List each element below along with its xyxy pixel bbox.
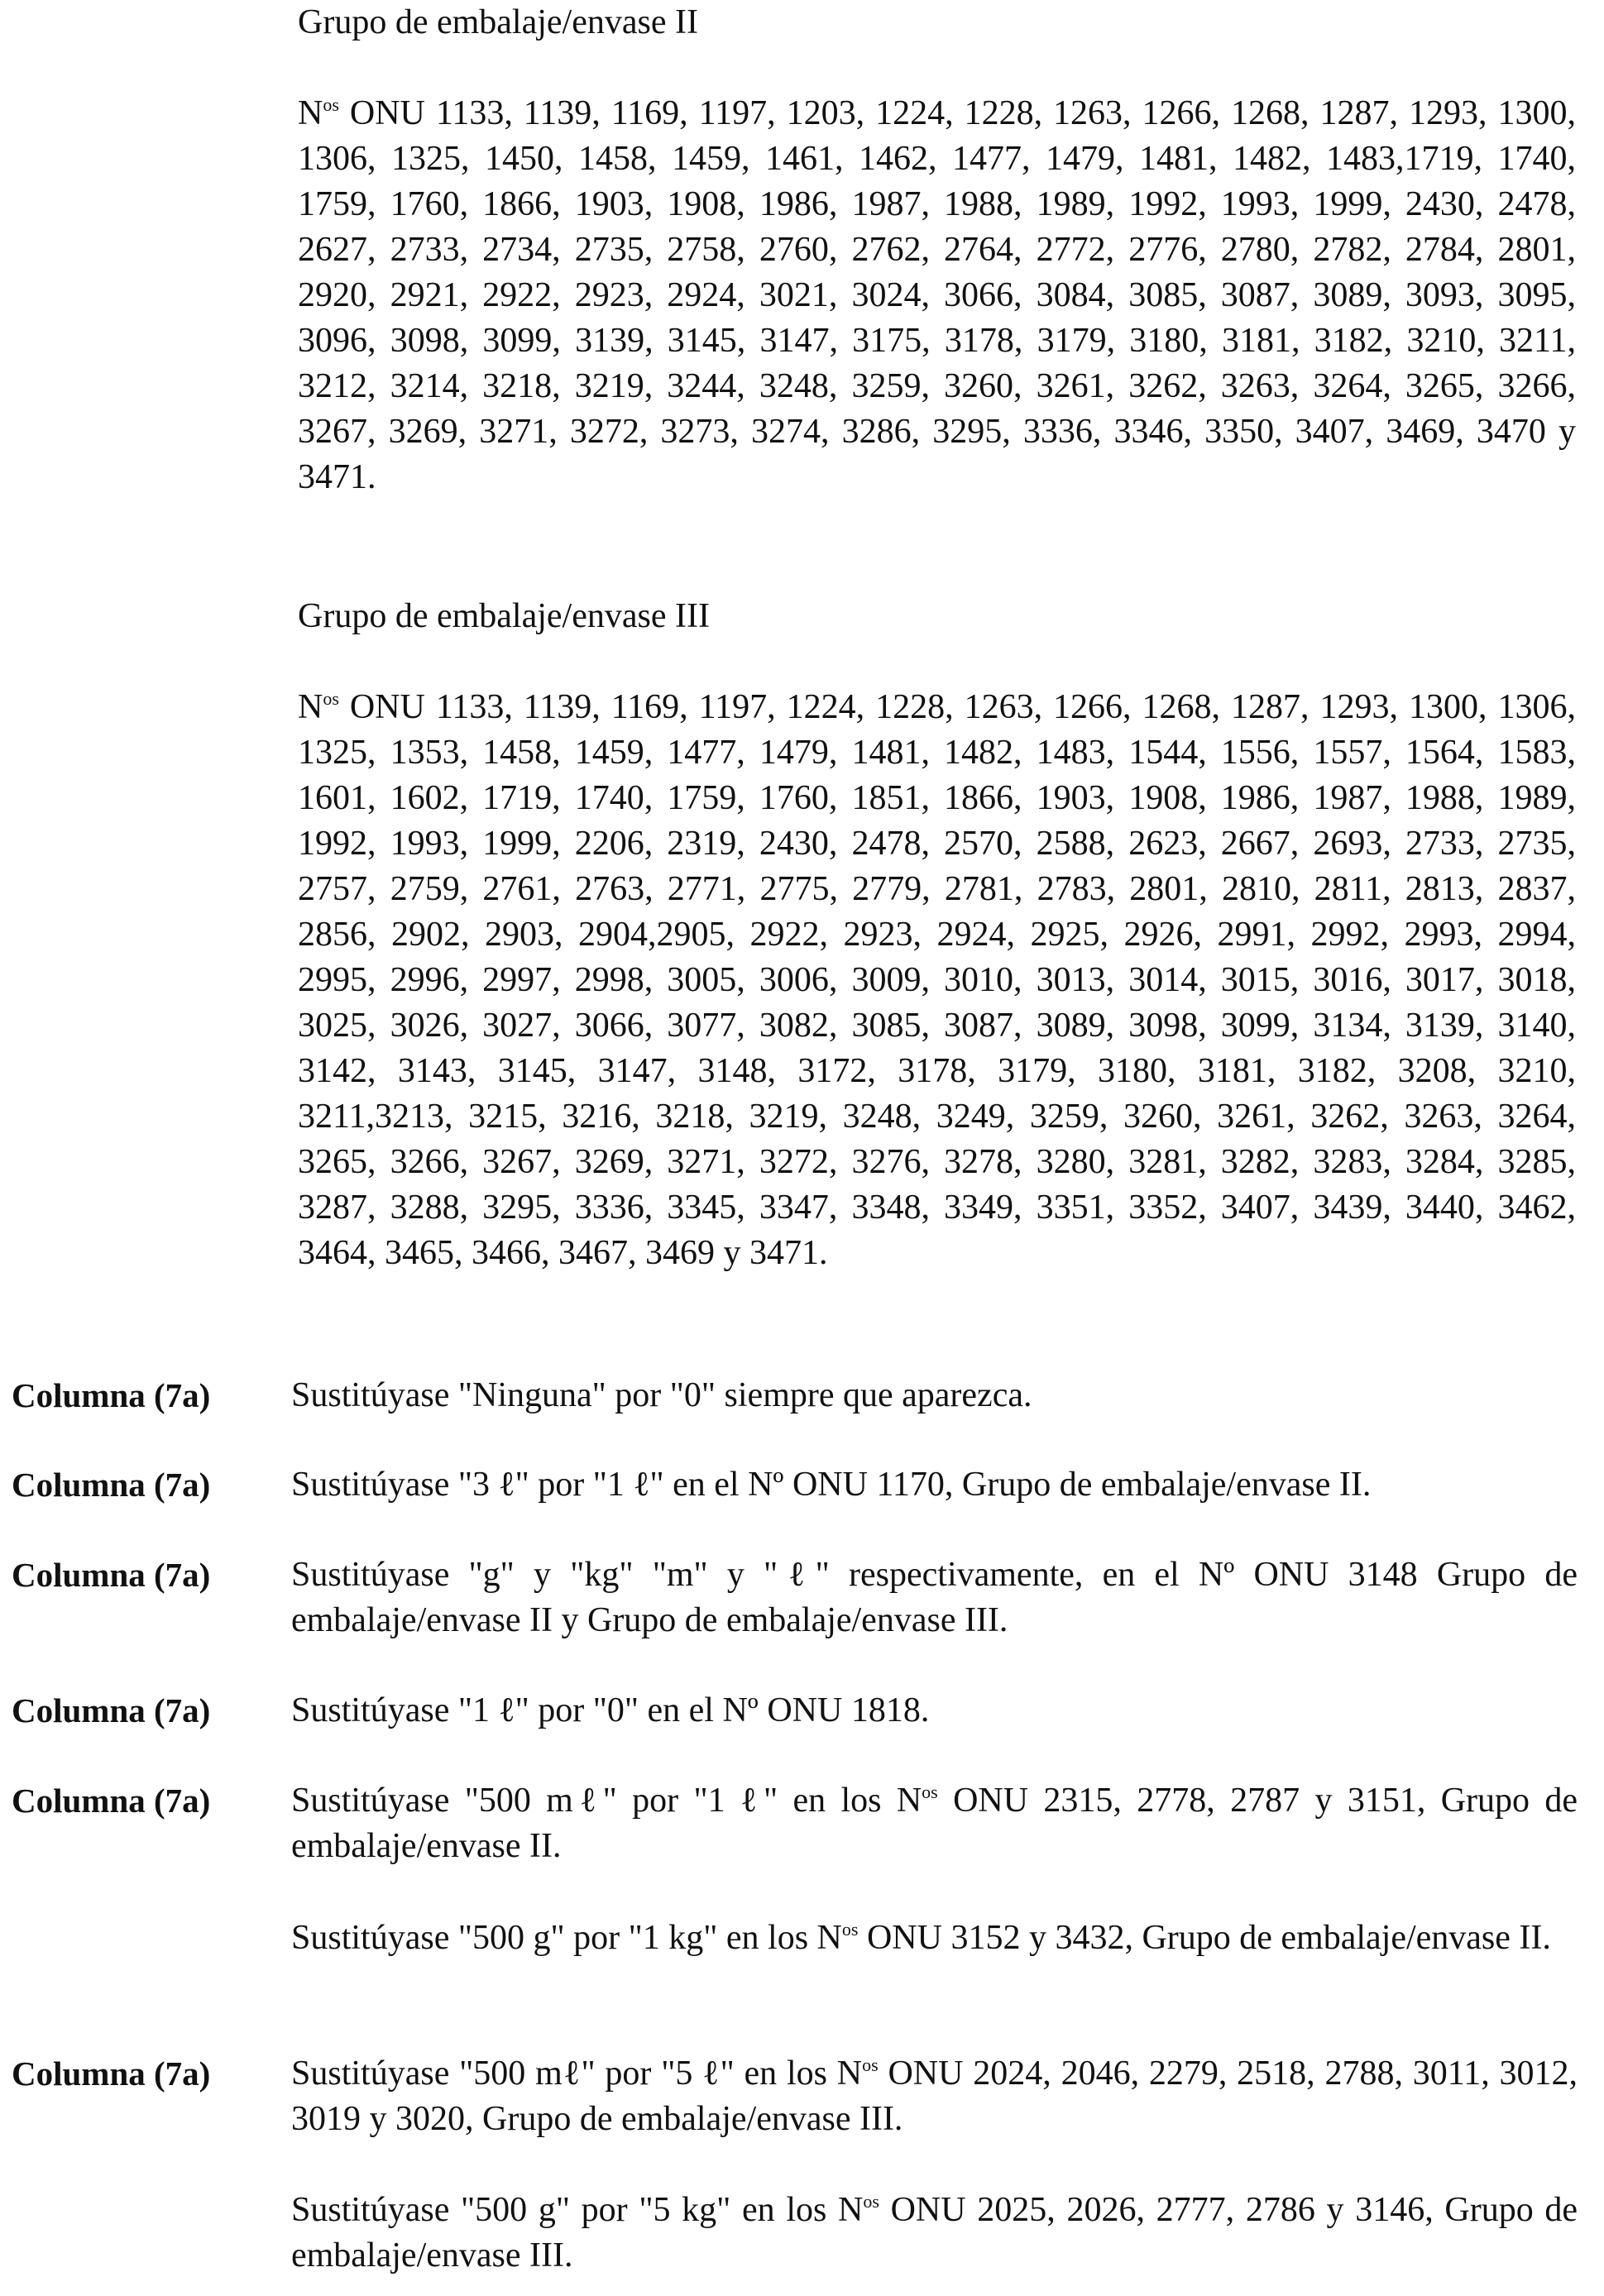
packing-group-ii-un-list: $N^{os}$ ONU 1133, 1139, 1169, 1197, 1203, 1224, 1228, 1263, 1266, 1268, 1287, 1293, 1300, 1306, 1325, 1450, 1458, 1459, 1461, 1462, 1477, 1479, 1481, 1482, 1483,1719, 1740, 1759, 1760, 1866, 1903, 1908, 1986, 1987, 1988, 1989, 1992, 1993, 1999, 2430, 2478, 2627, 2733, 2734, 2735, 2758, 2760, 2762, 2764, 2772, 2776, 2780, 2782, 2784, 2801, 2920, 2921, 2922, 2923, 2924, 3021, 3024, 3066, 3084, 3085, 3087, 3089, 3093, 3095, 3096, 3098, 3099, 3139, 3145, 3147, 3175, 3178, 3179, 3180, 3181, 3182, 3210, 3211, 3212, 3214, 3218, 3219, 3244, 3248, 3259, 3260, 3261, 3262, 3263, 3264, 3265, 3266, 3267, 3269, 3271, 3272, 3273, 3274, 3286, 3295, 3336, 3346, 3350, 3407, 3469, 3470 y 3471. (298, 94, 1576, 496)
column-label: Columna (7a) (12, 1466, 211, 1504)
amendment-text: Sustitúyase "500 mℓ" por "1 ℓ" en los $N^{os}$ ONU 2315, 2778, 2787 y 3151, Grupo de embalaje/envase II. (291, 1782, 1578, 1865)
amendment-text: Sustitúyase "g" y "kg" "m" y "ℓ" respectivamente, en el Nº ONU 3148 Grupo de embalaje/envase II y Grupo de embalaje/envase III. (291, 1556, 1578, 1639)
amendment-text: Sustitúyase "1 ℓ" por "0" en el Nº ONU 1818. (291, 1691, 930, 1729)
column-label: Columna (7a) (12, 2054, 211, 2093)
packing-group-iii-heading: Grupo de embalaje/envase III (298, 597, 710, 635)
column-label: Columna (7a) (12, 1691, 211, 1729)
column-label: Columna (7a) (12, 1556, 211, 1594)
packing-group-ii-heading: Grupo de embalaje/envase II (298, 3, 698, 41)
amendment-text: Sustitúyase "500 g" por "5 kg" en los $N^{os}$ ONU 2025, 2026, 2777, 2786 y 3146, Grupo de embalaje/envase III. (291, 2191, 1578, 2274)
packing-group-iii-un-list: $N^{os}$ ONU 1133, 1139, 1169, 1197, 1224, 1228, 1263, 1266, 1268, 1287, 1293, 1300, 1306, 1325, 1353, 1458, 1459, 1477, 1479, 1481, 1482, 1483, 1544, 1556, 1557, 1564, 1583, 1601, 1602, 1719, 1740, 1759, 1760, 1851, 1866, 1903, 1908, 1986, 1987, 1988, 1989, 1992, 1993, 1999, 2206, 2319, 2430, 2478, 2570, 2588, 2623, 2667, 2693, 2733, 2735, 2757, 2759, 2761, 2763, 2771, 2775, 2779, 2781, 2783, 2801, 2810, 2811, 2813, 2837, 2856, 2902, 2903, 2904,2905, 2922, 2923, 2924, 2925, 2926, 2991, 2992, 2993, 2994, 2995, 2996, 2997, 2998, 3005, 3006, 3009, 3010, 3013, 3014, 3015, 3016, 3017, 3018, 3025, 3026, 3027, 3066, 3077, 3082, 3085, 3087, 3089, 3098, 3099, 3134, 3139, 3140, 3142, 3143, 3145, 3147, 3148, 3172, 3178, 3179, 3180, 3181, 3182, 3208, 3210, 3211,3213, 3215, 3216, 3218, 3219, 3248, 3249, 3259, 3260, 3261, 3262, 3263, 3264, 3265, 3266, 3267, 3269, 3271, 3272, 3276, 3278, 3280, 3281, 3282, 3283, 3284, 3285, 3287, 3288, 3295, 3336, 3345, 3347, 3348, 3349, 3351, 3352, 3407, 3439, 3440, 3462, 3464, 3465, 3466, 3467, 3469 y 3471. (298, 688, 1576, 1272)
column-label: Columna (7a) (12, 1782, 211, 1820)
amendment-text: Sustitúyase "Ninguna" por "0" siempre que aparezca. (291, 1376, 1032, 1414)
amendment-text: Sustitúyase "500 mℓ" por "5 ℓ" en los $N^{os}$ ONU 2024, 2046, 2279, 2518, 2788, 3011, 3012, 3019 y 3020, Grupo de embalaje/envase III. (291, 2054, 1578, 2138)
amendment-text: Sustitúyase "3 ℓ" por "1 ℓ" en el Nº ONU 1170, Grupo de embalaje/envase II. (291, 1466, 1372, 1504)
column-label: Columna (7a) (12, 1376, 211, 1414)
amendment-text: Sustitúyase "500 g" por "1 kg" en los $N^{os}$ ONU 3152 y 3432, Grupo de embalaje/envase II. (291, 1919, 1551, 1957)
